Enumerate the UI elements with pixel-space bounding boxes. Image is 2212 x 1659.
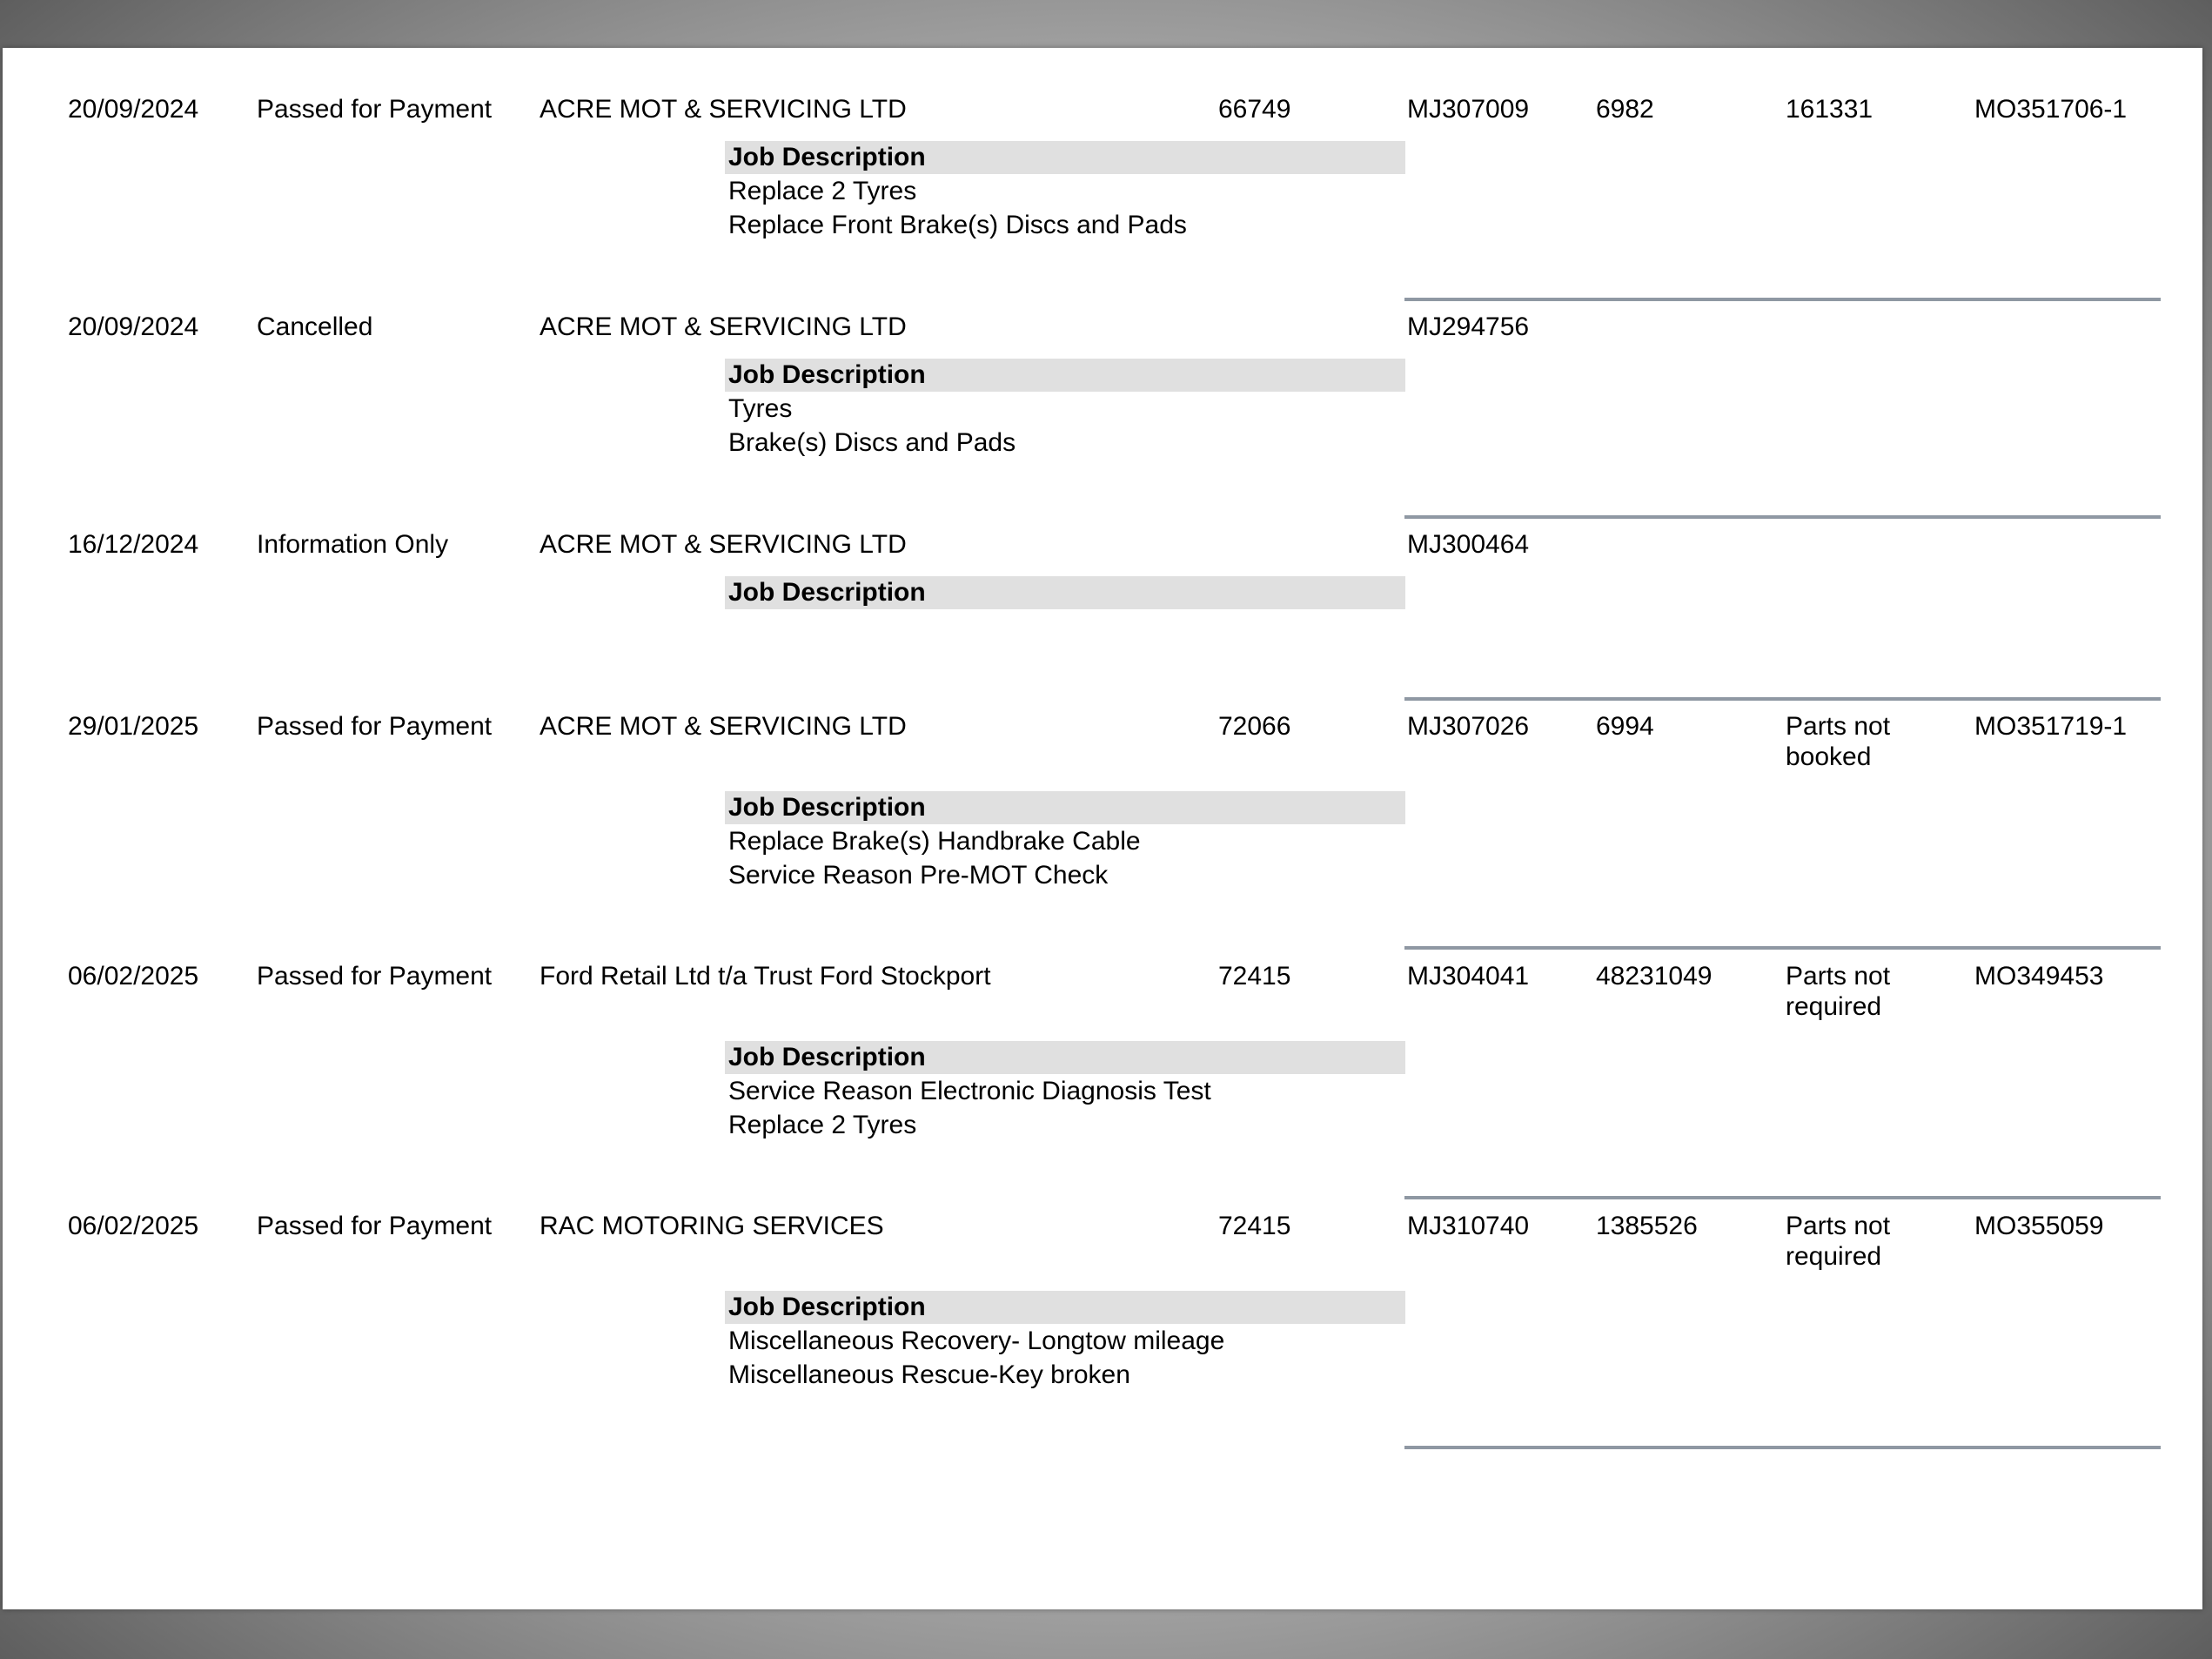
- job-description-line: Replace 2 Tyres: [728, 177, 917, 205]
- record-separator: [1404, 515, 2161, 519]
- record-job-number: MJ307009: [1407, 95, 1530, 124]
- parts-line: booked: [1786, 742, 1872, 771]
- record-status: Passed for Payment: [257, 712, 493, 741]
- record-supplier: RAC MOTORING SERVICES: [540, 1212, 884, 1240]
- record-date: 20/09/2024: [68, 312, 199, 341]
- record-date: 16/12/2024: [68, 530, 199, 559]
- job-description-line: Service Reason Electronic Diagnosis Test: [728, 1077, 1211, 1105]
- record-separator: [1404, 946, 2161, 950]
- record-job-number: MJ307026: [1407, 712, 1530, 741]
- record-parts-status: [1786, 961, 1890, 1022]
- parts-line: Parts not: [1786, 962, 1891, 991]
- record-date: 20/09/2024: [68, 95, 199, 124]
- job-description-header: Job Description: [725, 1291, 1405, 1324]
- record-order-number: MO349453: [1974, 962, 2104, 991]
- record-order-number: MO355059: [1974, 1212, 2104, 1240]
- record-status: Passed for Payment: [257, 962, 493, 991]
- record-reference: 66749: [1218, 95, 1291, 124]
- record-date: 29/01/2025: [68, 712, 199, 741]
- record-separator: [1404, 1196, 2161, 1199]
- record-separator: [1404, 697, 2161, 701]
- parts-line: required: [1786, 992, 1882, 1021]
- job-description-line: Replace 2 Tyres: [728, 1111, 917, 1139]
- record-separator: [1404, 298, 2161, 301]
- job-description-line: Brake(s) Discs and Pads: [728, 428, 1016, 457]
- record-supplier: ACRE MOT & SERVICING LTD: [540, 530, 907, 559]
- record-code: 1385526: [1596, 1212, 1698, 1240]
- job-description-header: Job Description: [725, 791, 1405, 824]
- job-description-block: [725, 576, 1405, 609]
- job-description-header: Job Description: [725, 1041, 1405, 1074]
- record-parts-status: [1786, 711, 1890, 772]
- record-code: 48231049: [1596, 962, 1713, 991]
- record-supplier: ACRE MOT & SERVICING LTD: [540, 95, 907, 124]
- record-code: 6982: [1596, 95, 1654, 124]
- record-supplier: Ford Retail Ltd t/a Trust Ford Stockport: [540, 962, 991, 991]
- record-parts-status: [1786, 94, 1873, 124]
- job-description-block: [725, 1291, 1405, 1392]
- job-description-line: Miscellaneous Rescue-Key broken: [728, 1360, 1130, 1389]
- record-reference: 72066: [1218, 712, 1291, 741]
- job-description-header: Job Description: [725, 576, 1405, 609]
- record-parts-status: [1786, 1211, 1890, 1272]
- job-description-block: [725, 141, 1405, 242]
- job-description-line: Replace Brake(s) Handbrake Cable: [728, 827, 1141, 856]
- job-description-block: [725, 1041, 1405, 1142]
- parts-line: Parts not: [1786, 1212, 1891, 1240]
- job-description-block: [725, 359, 1405, 460]
- job-description-line: Service Reason Pre-MOT Check: [728, 861, 1109, 890]
- parts-line: Parts not: [1786, 712, 1891, 741]
- job-description-header: Job Description: [725, 359, 1405, 392]
- record-reference: 72415: [1218, 1212, 1291, 1240]
- job-description-header: Job Description: [725, 141, 1405, 174]
- record-order-number: MO351706-1: [1974, 95, 2128, 124]
- record-status: Cancelled: [257, 312, 373, 341]
- record-date: 06/02/2025: [68, 962, 199, 991]
- record-supplier: ACRE MOT & SERVICING LTD: [540, 312, 907, 341]
- record-date: 06/02/2025: [68, 1212, 199, 1240]
- job-description-line: Tyres: [728, 394, 793, 423]
- record-job-number: MJ310740: [1407, 1212, 1530, 1240]
- record-status: Passed for Payment: [257, 1212, 493, 1240]
- job-description-line: Miscellaneous Recovery- Longtow mileage: [728, 1327, 1225, 1355]
- record-job-number: MJ304041: [1407, 962, 1530, 991]
- record-job-number: MJ300464: [1407, 530, 1530, 559]
- record-separator: [1404, 1446, 2161, 1449]
- parts-line: 161331: [1786, 95, 1873, 124]
- document-page: [3, 48, 2202, 1609]
- record-order-number: MO351719-1: [1974, 712, 2128, 741]
- job-description-line: Replace Front Brake(s) Discs and Pads: [728, 211, 1187, 239]
- record-supplier: ACRE MOT & SERVICING LTD: [540, 712, 907, 741]
- record-reference: 72415: [1218, 962, 1291, 991]
- record-job-number: MJ294756: [1407, 312, 1530, 341]
- job-description-block: [725, 791, 1405, 892]
- record-code: 6994: [1596, 712, 1654, 741]
- record-status: Information Only: [257, 530, 449, 559]
- parts-line: required: [1786, 1242, 1882, 1271]
- record-status: Passed for Payment: [257, 95, 493, 124]
